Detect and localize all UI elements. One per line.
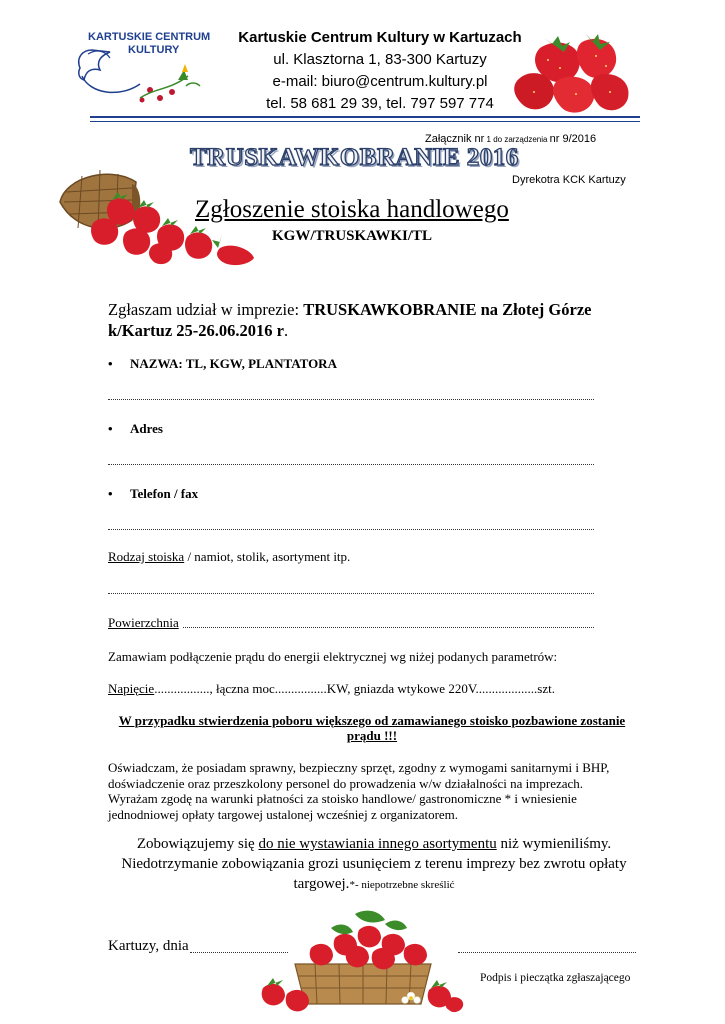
annex-signer: Dyrekotra KCK Kartuzy <box>512 174 626 186</box>
bullet-icon: • <box>108 421 113 436</box>
field-phone-label: • Telefon / fax <box>108 486 199 501</box>
org-phone: tel. 58 681 29 39, tel. 797 597 774 <box>266 95 494 112</box>
bullet-icon: • <box>108 356 113 371</box>
field-phone-input[interactable] <box>108 519 594 530</box>
signature-caption: Podpis i pieczątka zgłaszającego <box>480 972 631 984</box>
commitment: Zobowiązujemy się do nie wystawiania innego asortymentu niż wymieniliśmy. Niedotrzymanie zobowiązania grozi usunięciem z terenu imprezy bez zwrotu opłaty targowej.*- niepotrzebne skreślić <box>121 836 627 892</box>
org-info <box>230 27 530 115</box>
logo-text-line2: KULTURY <box>128 44 180 56</box>
basket-strawberries-icon <box>255 908 470 1016</box>
banner-title: TRUSKAWKOBRANIE 2016 <box>190 144 519 171</box>
intro-line2: k/Kartuz 25-26.06.2016 r. <box>108 321 289 340</box>
logo-text-line1: KARTUSKIE CENTRUM <box>88 31 211 43</box>
voltage-line[interactable]: Napięcie................., łączna moc................KW, gniazda wtykowe 220V...................szt. <box>108 681 555 696</box>
stand-type-input[interactable] <box>108 583 594 594</box>
form-title: Zgłoszenie stoiska handlowego <box>195 196 509 223</box>
header-divider <box>90 116 640 118</box>
declaration: Oświadczam, że posiadam sprawny, bezpieczny sprzęt, zgodny z wymogami sanitarnymi i BHP, doświadczenie oraz przeszkolony personel do prowadzenia w/w działalności na imprezach. Wyrażam zgodę na warunki płatności za stoisko handlowe/ gastronomiczne * i wniesienie jednodniowej opłaty targowej ustalonej wcześniej z organizatorem. <box>108 760 610 822</box>
field-address-input[interactable] <box>108 454 594 465</box>
header-divider-thin <box>90 121 640 122</box>
field-name-label: • NAZWA: TL, KGW, PLANTATORA <box>108 356 337 371</box>
strawberries-header-image <box>500 28 640 118</box>
area-input[interactable] <box>183 615 594 628</box>
form-subtitle: KGW/TRUSKAWKI/TL <box>272 228 433 244</box>
place-date-input[interactable] <box>190 942 288 953</box>
intro-line1: Zgłaszam udział w imprezie: TRUSKAWKOBRANIE na Złotej Górze <box>108 300 592 319</box>
bottom-basket-image <box>255 908 470 1016</box>
org-address: ul. Klasztorna 1, 83-300 Kartuzy <box>273 51 487 68</box>
annex-note: Załącznik nr 1 do zarządzenia nr 9/2016 <box>425 133 597 145</box>
stand-type-label: Rodzaj stoiska / namiot, stolik, asortyment itp. <box>108 549 351 564</box>
strawberry-icon <box>500 28 640 118</box>
org-name: Kartuskie Centrum Kultury w Kartuzach <box>238 29 522 46</box>
field-address-label: • Adres <box>108 421 163 436</box>
bullet-icon: • <box>108 486 113 501</box>
field-name-input[interactable] <box>108 389 594 400</box>
signature-input[interactable] <box>458 942 636 953</box>
power-request: Zamawiam podłączenie prądu do energii elektrycznej wg niżej podanych parametrów: <box>108 649 558 664</box>
org-email: e-mail: biuro@centrum.kultury.pl <box>272 73 488 90</box>
warning-note: W przypadku stwierdzenia poboru większego od zamawianego stoisko pozbawione zostanie prądu !!! <box>118 713 626 743</box>
area-label: Powierzchnia <box>108 615 179 630</box>
place-date-label: Kartuzy, dnia <box>108 938 189 954</box>
